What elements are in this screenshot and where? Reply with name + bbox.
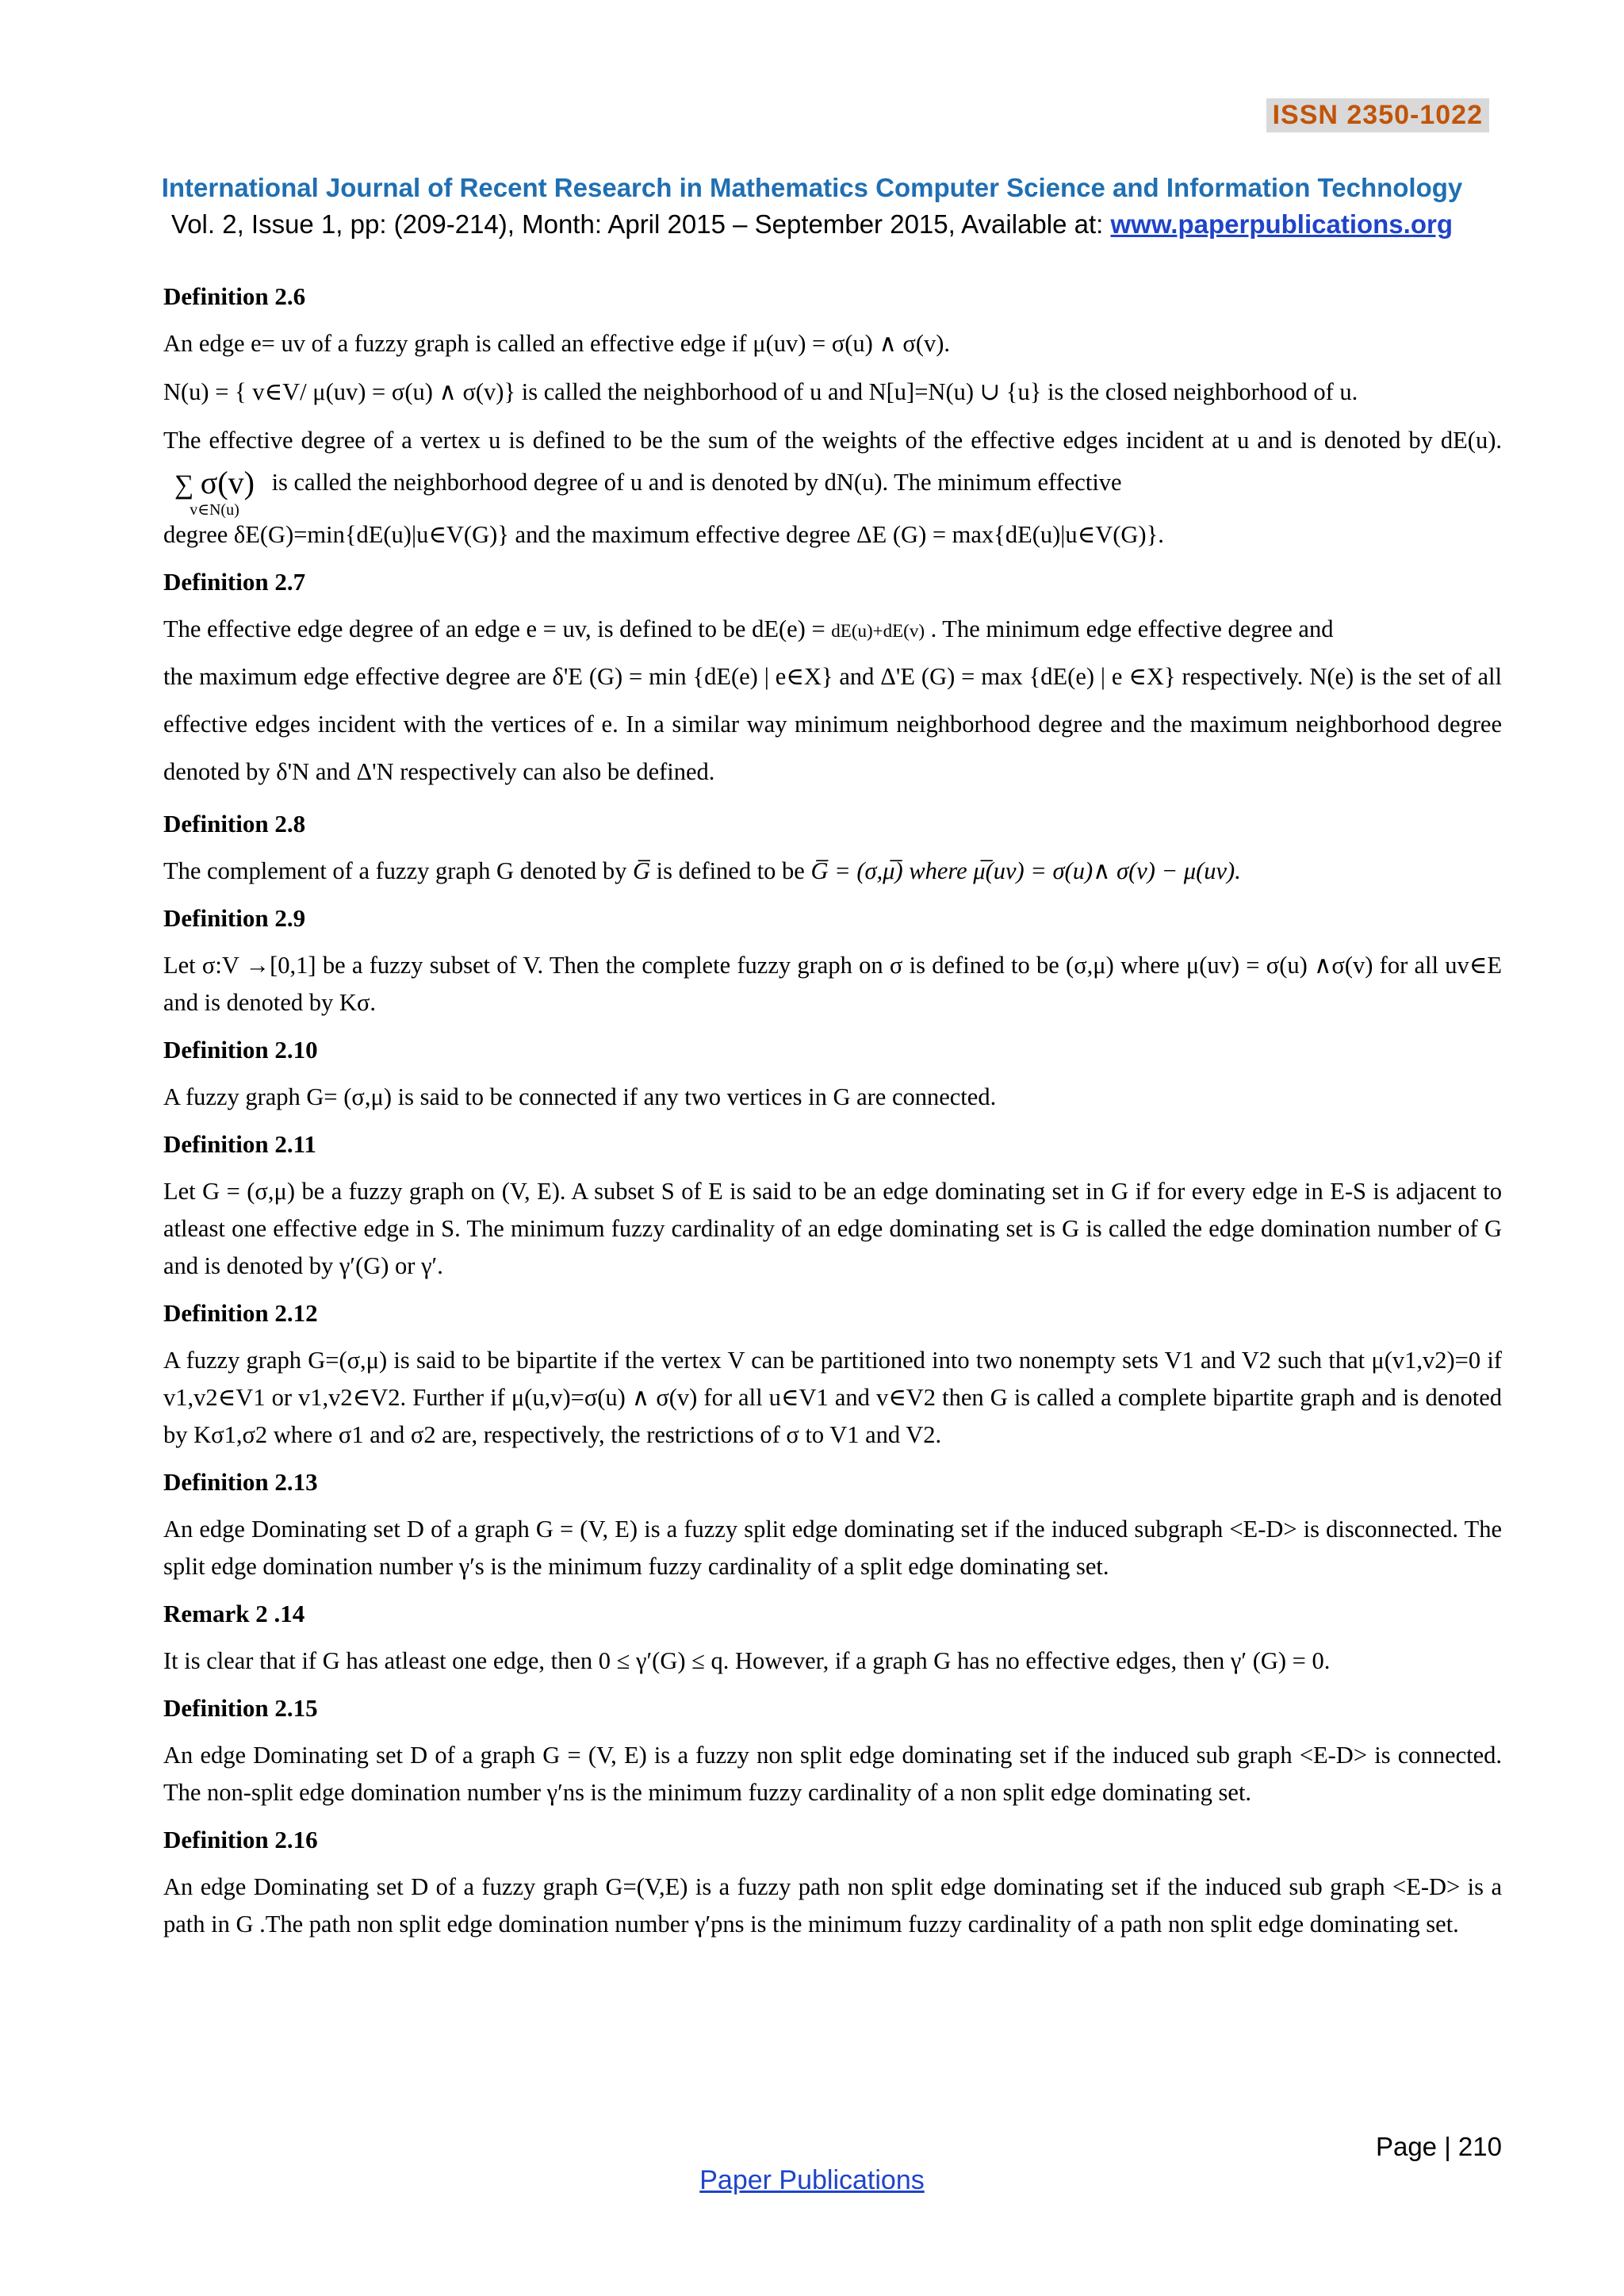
page-number: Page | 210 — [1375, 2132, 1502, 2161]
definition-2-9-title: Definition 2.9 — [163, 904, 306, 932]
definition-2-7-title: Definition 2.7 — [163, 568, 306, 596]
definition-2-7-p1 — [163, 611, 1502, 650]
edge-degree-formula: dE(u)+dE(v) — [831, 621, 925, 641]
sum-sign: ∑ — [174, 470, 194, 500]
definition-2-13-title: Definition 2.13 — [163, 1468, 318, 1496]
definition-2-6-p3b: is called the neighborhood degree of u and is denoted by dN(u). The minimum effective — [271, 469, 1122, 496]
page-body — [163, 279, 1502, 1954]
remark-2-14-p1: It is clear that if G has atleast one edge, then 0 ≤ γ′(G) ≤ q. However, if a graph G has no effective edges, then γ′ (G) = 0. — [163, 1647, 1331, 1674]
definition-2-11-p1: Let G = (σ,μ) be a fuzzy graph on (V, E). A subset S of E is said to be an edge dominating set in G if for every edge in E-S is adjacent to atleast one effective edge in S. The minimum fuzzy cardinality of an edge dominating set is G is called the edge domination number of G and is denoted by γ′(G) or γ′. — [163, 1178, 1502, 1279]
definition-2-15-title: Definition 2.15 — [163, 1694, 318, 1722]
definition-2-9-p1: Let σ:V →[0,1] be a fuzzy subset of V. Then the complete fuzzy graph on σ is defined to be (σ,μ) where μ(uv) = σ(u) ∧σ(v) for all uv∈E and is denoted by Kσ. — [163, 952, 1502, 1016]
definition-2-8-p1a: The complement of a fuzzy graph G denoted by — [163, 857, 627, 884]
definition-2-10-title: Definition 2.10 — [163, 1036, 318, 1064]
complement-symbol: G̅ — [633, 857, 651, 884]
definition-2-7-p1a: The effective edge degree of an edge e = uv, is defined to be dE(e) = — [163, 615, 825, 642]
website-link[interactable]: www.paperpublications.org — [1110, 209, 1453, 239]
definition-2-16-title: Definition 2.16 — [163, 1826, 318, 1853]
definition-2-12-title: Definition 2.12 — [163, 1299, 318, 1327]
definition-2-10-p1: A fuzzy graph G= (σ,μ) is said to be connected if any two vertices in G are connected. — [163, 1083, 997, 1110]
definition-2-6-p2: N(u) = { v∈V/ μ(uv) = σ(u) ∧ σ(v)} is called the neighborhood of u and N[u]=N(u) ∪ {u} is the closed neighborhood of u. — [163, 378, 1358, 405]
publisher-link[interactable]: Paper Publications — [699, 2165, 925, 2195]
definition-2-12-p1: A fuzzy graph G=(σ,μ) is said to be bipartite if the vertex V can be partitioned into two nonempty sets V1 and V2 such that μ(v1,v2)=0 if v1,v2∈V1 or v1,v2∈V2. Further if μ(u,v)=σ(u) ∧ σ(v) for all u∈V1 and v∈V2 then G is called a complete bipartite graph and is denoted by Kσ1,σ2 where σ1 and σ2 are, respectively, the restrictions of σ to V1 and V2. — [163, 1347, 1502, 1448]
complement-formula: G̅ = (σ,μ̅) where μ̅(uv) = σ(u)∧ σ(v) − μ(uv). — [810, 857, 1241, 884]
definition-2-6-p3a: The effective degree of a vertex u is defined to be the sum of the weights of the effective edges incident at u and is denoted by dE(u). — [163, 427, 1502, 454]
remark-2-14-title: Remark 2 .14 — [163, 1600, 305, 1627]
journal-title: International Journal of Recent Research in Mathematics Computer Science and Information Technology — [161, 173, 1463, 202]
issn-badge: ISSN 2350-1022 — [1266, 98, 1489, 132]
definition-2-7-p1b: . The minimum edge effective degree and — [930, 615, 1334, 642]
definition-2-16-p1: An edge Dominating set D of a fuzzy graph G=(V,E) is a fuzzy path non split edge dominating set if the induced sub graph <E-D> is a path in G .The path non split edge domination number γ′pns is the minimum fuzzy cardinality of a path non split edge dominating set. — [163, 1873, 1502, 1938]
definition-2-8-title: Definition 2.8 — [163, 810, 306, 838]
sum-symbol — [174, 467, 255, 499]
definition-2-11-title: Definition 2.11 — [163, 1130, 316, 1158]
definition-2-6-p1: An edge e= uv of a fuzzy graph is called an effective edge if μ(uv) = σ(u) ∧ σ(v). — [163, 330, 951, 357]
definition-2-6-p4: degree δE(G)=min{dE(u)|u∈V(G)} and the maximum effective degree ΔE (G) = max{dE(u)|u∈V(G)}. — [163, 521, 1164, 548]
sum-term: σ(v) — [200, 465, 255, 500]
definition-2-6-p3 — [163, 422, 1502, 519]
volume-line — [0, 209, 1624, 240]
definition-2-15-p1: An edge Dominating set D of a graph G = (V, E) is a fuzzy non split edge dominating set if the induced sub graph <E-D> is connected. The non-split edge domination number γ′ns is the minimum fuzzy cardinality of a non split edge dominating set. — [163, 1742, 1502, 1806]
definition-2-8-p1b: is defined to be — [656, 857, 805, 884]
volume-info: Vol. 2, Issue 1, pp: (209-214), Month: April 2015 – September 2015, Available at: — [171, 209, 1111, 239]
definition-2-7-p2: the maximum edge effective degree are δ'E (G) = min {dE(e) | e∈X} and Δ'E (G) = max {dE(e) | e ∈X} respectively. N(e) is the set of all effective edges incident with the vertices of e. In a similar way minimum neighborhood degree and the maximum neighborhood degree denoted by δ'N and Δ'N respectively can also be defined. — [163, 663, 1502, 785]
sum-subscript: v∈N(u) — [190, 501, 239, 519]
definition-2-6-title: Definition 2.6 — [163, 282, 306, 310]
neighborhood-sum — [174, 467, 255, 518]
definition-2-8-p1 — [163, 853, 1502, 890]
definition-2-13-p1: An edge Dominating set D of a graph G = (V, E) is a fuzzy split edge dominating set if the induced subgraph <E-D> is disconnected. The split edge domination number γ′s is the minimum fuzzy cardinality of a split edge dominating set. — [163, 1516, 1502, 1580]
